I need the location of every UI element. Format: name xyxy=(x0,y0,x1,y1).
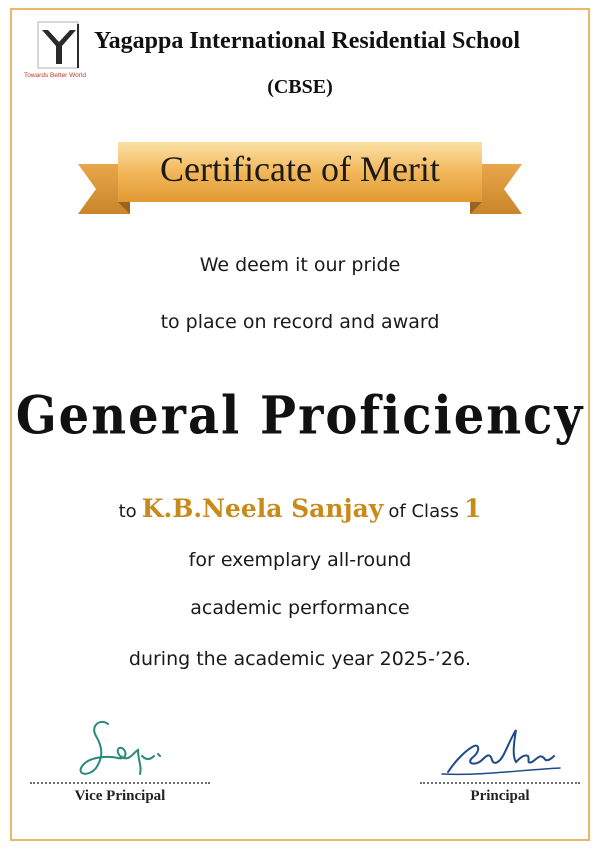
class-value: 1 xyxy=(463,494,482,523)
school-name: Yagappa International Residential School xyxy=(94,28,521,54)
recipient-name: K.B.Neela Sanjay xyxy=(141,494,384,523)
intro-line-1: We deem it our pride xyxy=(199,254,401,276)
certificate-title: Certificate of Merit xyxy=(160,149,440,189)
award-name: General Proficiency xyxy=(15,385,585,447)
school-logo xyxy=(24,20,96,82)
school-logo-icon xyxy=(24,20,96,72)
principal-signature-block xyxy=(420,716,580,810)
recipient-prefix: to xyxy=(118,501,137,522)
reason-line-2: academic performance xyxy=(190,597,410,619)
class-prefix: of Class xyxy=(388,501,459,522)
vice-principal-label: Vice Principal xyxy=(74,788,166,804)
principal-signature xyxy=(420,716,580,782)
intro-line-2: to place on record and award xyxy=(160,311,440,333)
reason-line-1: for exemplary all-round xyxy=(188,549,412,571)
logo-tagline: Towards Better World xyxy=(24,72,87,79)
board-label: (CBSE) xyxy=(267,76,333,98)
period-line: during the academic year 2025-’26. xyxy=(128,648,472,670)
vice-principal-signature xyxy=(30,716,210,782)
vice-principal-signature-block xyxy=(30,716,210,810)
vice-principal-signature-line xyxy=(30,782,210,784)
recipient-line xyxy=(0,494,600,523)
principal-label: Principal xyxy=(470,788,530,804)
principal-signature-line xyxy=(420,782,580,784)
